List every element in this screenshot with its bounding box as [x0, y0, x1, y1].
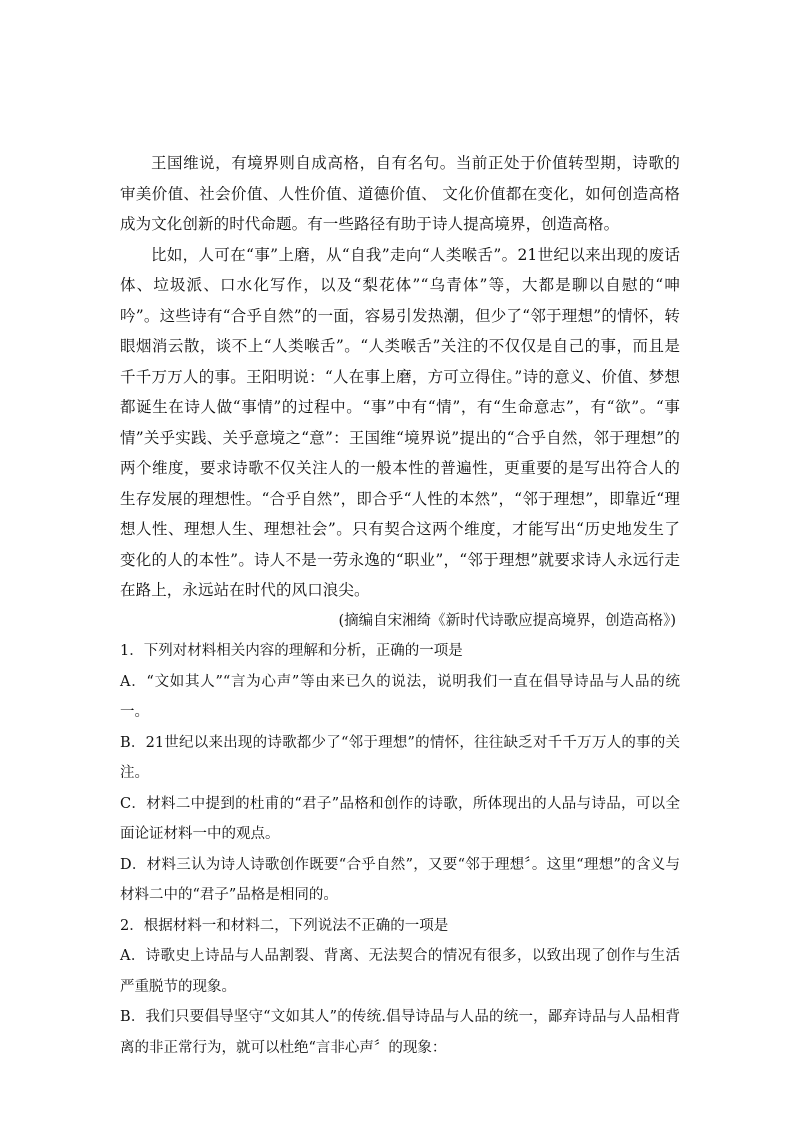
paragraph-1: 王国维说，有境界则自成高格，自有名句。当前正处于价值转型期，诗歌的审美价值、社会价值、人性价值、道德价值、 文化价值都在变化，如何创造高格成为文化创新的时代命题。有一些路径有助于诗人提高境界，创造高格。: [120, 154, 680, 233]
question-1: [120, 636, 680, 911]
question-2-option-a: A．诗歌史上诗品与人品割裂、背离、无法契合的情况有很多，以致出现了创作与生活严重脱节的现象。: [120, 948, 680, 995]
question-1-option-b: B．21世纪以来出现的诗歌都少了“邻于理想”的情怀，往往缺乏对千千万万人的事的关注。: [120, 734, 680, 781]
question-2-stem: 2．根据材料一和材料二，下列说法不正确的一项是: [120, 917, 449, 934]
question-1-option-d: D．材料三认为诗人诗歌创作既要“合乎自然”，又要“邻于理想〞。这里“理想”的含义与材料二中的“君子”品格是相同的。: [120, 856, 680, 903]
paragraph-2: 比如，人可在“事”上磨，从“自我”走向“人类喉舌”。21世纪以来出现的废话体、垃圾派、口水化写作，以及“梨花体”“乌青体”等，大都是聊以自慰的“呻吟”。这些诗有“合乎自然”的一面，容易引发热潮，但少了“邻于理想”的情怀，转眼烟消云散，谈不上“人类喉舌”。“人类喉舌”关注的不仅仅是自己的事，而且是千千万万人的事。王阳明说：“人在事上磨，方可立得住。”诗的意义、价值、梦想都诞生在诗人做“事情”的过程中。“事”中有“情”，有“生命意志”，有“欲”。“事情”关乎实践、关乎意境之“意”：王国维“境界说”提出的“合乎自然，邻于理想”的两个维度，要求诗歌不仅关注人的一般本性的普遍性，更重要的是写出符合人的生存发展的理想性。“合乎自然”，即合乎“人性的本然”，“邻于理想”，即靠近“理想人性、理想人生、理想社会”。只有契合这两个维度，才能写出“历史地发生了变化的人的本性”。诗人不是一劳永逸的“职业”，“邻于理想”就要求诗人永远行走在路上，永远站在时代的风口浪尖。: [120, 245, 680, 599]
document-content: [120, 148, 680, 1063]
question-1-option-c: C．材料二中提到的杜甫的“君子”品格和创作的诗歌，所体现出的人品与诗品，可以全面论证材料一中的观点。: [120, 795, 680, 842]
question-2-option-b: B．我们只要倡导坚守“文如其人”的传统.倡导诗品与人品的统一，鄙弃诗品与人品相背离的非正常行为，就可以杜绝“言非心声〞的现象：: [120, 1009, 680, 1056]
source-citation: (摘编自宋湘绮《新时代诗歌应提高境界，创造高格》): [338, 612, 676, 629]
question-1-option-a: A．“文如其人”“言为心声”等由来已久的说法，说明我们一直在倡导诗品与人品的统一。: [120, 673, 680, 720]
question-1-stem: 1．下列对材料相关内容的理解和分析，正确的一项是: [120, 643, 463, 659]
question-2: [120, 911, 680, 1064]
